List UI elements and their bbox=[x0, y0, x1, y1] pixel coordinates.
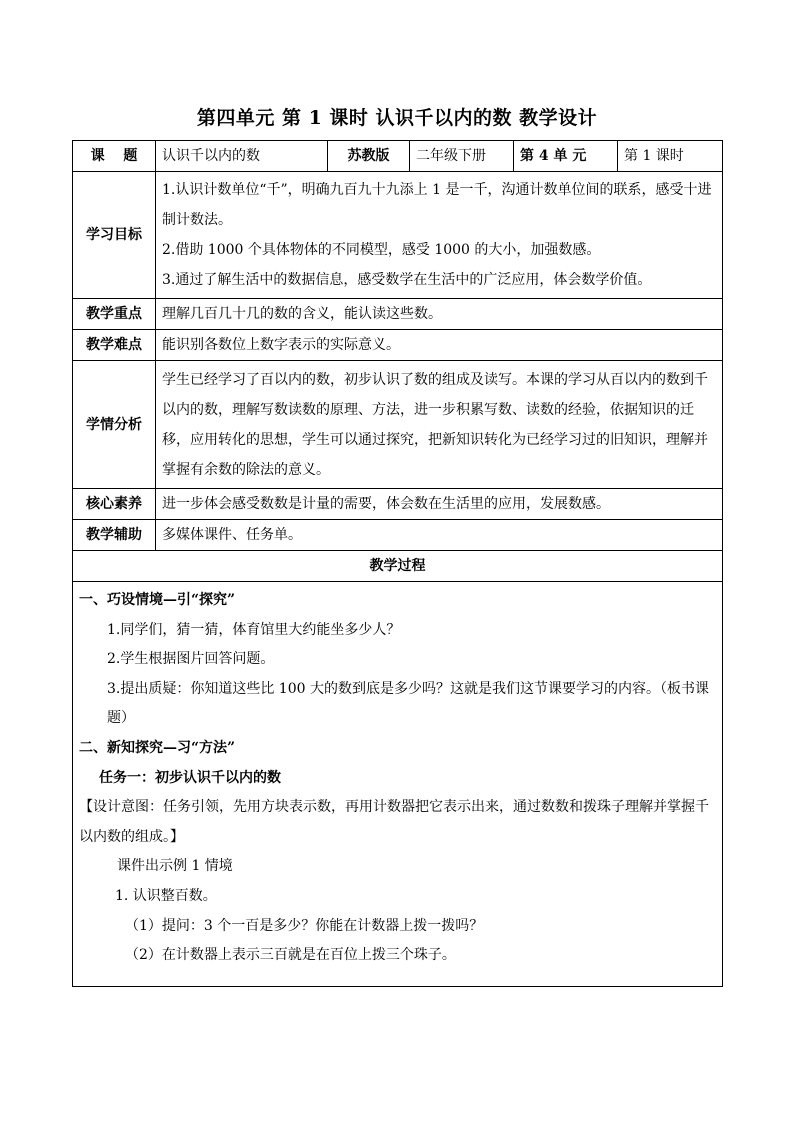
aids-text: 多媒体课件、任务单。 bbox=[156, 520, 723, 551]
process-heading: 教学过程 bbox=[73, 551, 723, 582]
process-item: 2.学生根据图片回答问题。 bbox=[107, 651, 275, 668]
process-item bbox=[79, 675, 716, 734]
aids-row bbox=[73, 520, 723, 551]
analysis-row bbox=[73, 361, 723, 489]
design-intent: 【设计意图：任务引领，先用方块表示数，再用计数器把它表示出来，通过数数和拨珠子理解并掌握千以内数的组成。】 bbox=[79, 799, 709, 845]
topic-value: 认识千以内的数 bbox=[156, 141, 328, 172]
goals-label: 学习目标 bbox=[73, 172, 156, 299]
focus-text: 理解几百几十几的数的含义，能认读这些数。 bbox=[156, 299, 723, 330]
difficulty-text: 能识别各数位上数字表示的实际意义。 bbox=[156, 330, 723, 361]
focus-label: 教学重点 bbox=[73, 299, 156, 330]
goal-item: 3.通过了解生活中的数据信息，感受数学在生活中的广泛应用，体会数学价值。 bbox=[162, 272, 652, 288]
grade-value: 二年级下册 bbox=[410, 141, 514, 172]
document-title: 第四单元 第 1 课时 认识千以内的数 教学设计 bbox=[196, 107, 598, 129]
process-content bbox=[73, 582, 723, 987]
goals-row bbox=[73, 172, 723, 299]
process-item-text: 3.提出质疑：你知道这些比 100 大的数到底是多少吗？这就是我们这节课要学习的内容。（板书课题） bbox=[107, 680, 709, 727]
literacy-row bbox=[73, 489, 723, 520]
header-row bbox=[73, 141, 723, 172]
analysis-label: 学情分析 bbox=[73, 361, 156, 489]
literacy-label: 核心素养 bbox=[73, 489, 156, 520]
question-line: （2）在计数器上表示三百就是在百位上拨三个珠子。 bbox=[125, 947, 456, 964]
difficulty-row bbox=[73, 330, 723, 361]
example-line: 课件出示例 1 情境 bbox=[117, 858, 233, 875]
goals-content bbox=[156, 172, 723, 299]
process-row bbox=[73, 582, 723, 987]
unit-value: 第 4 单 元 bbox=[514, 141, 618, 172]
lesson-value: 第 1 课时 bbox=[618, 141, 723, 172]
lesson-plan-table bbox=[72, 140, 723, 987]
task-heading: 任务一：初步认识千以内的数 bbox=[99, 769, 281, 786]
difficulty-label: 教学难点 bbox=[73, 330, 156, 361]
process-heading-row bbox=[73, 551, 723, 582]
focus-row bbox=[73, 299, 723, 330]
aids-label: 教学辅助 bbox=[73, 520, 156, 551]
process-item: 1.同学们，猜一猜，体育馆里大约能坐多少人？ bbox=[107, 621, 401, 638]
section-heading: 二、新知探究—习“方法” bbox=[79, 739, 236, 756]
publisher-value: 苏教版 bbox=[328, 141, 410, 172]
question-line: （1）提问：3 个一百是多少？你能在计数器上拨一拨吗？ bbox=[125, 917, 484, 934]
literacy-text: 进一步体会感受数数是计量的需要，体会数在生活里的应用，发展数感。 bbox=[156, 489, 723, 520]
goal-item: 2.借助 1000 个具体物体的不同模型，感受 1000 的大小，加强数感。 bbox=[162, 242, 601, 258]
goal-item: 1.认识计数单位“千”，明确九百九十九添上 1 是一千，沟通计数单位间的联系，感受十进制计数法。 bbox=[162, 182, 712, 228]
topic-label: 课 题 bbox=[73, 141, 156, 172]
analysis-text: 学生已经学习了百以内的数，初步认识了数的组成及读写。本课的学习从百以内的数到千以内的数，理解写数读数的原理、方法，进一步积累写数、读数的经验，依据知识的迁移，应用转化的思想，学生可以通过探究，把新知识转化为已经学习过的旧知识，理解并掌握有余数的除法的意义。 bbox=[156, 361, 723, 489]
section-heading: 一、巧设情境—引“探究” bbox=[79, 592, 236, 608]
subsection-heading: 1. 认识整百数。 bbox=[115, 887, 217, 904]
